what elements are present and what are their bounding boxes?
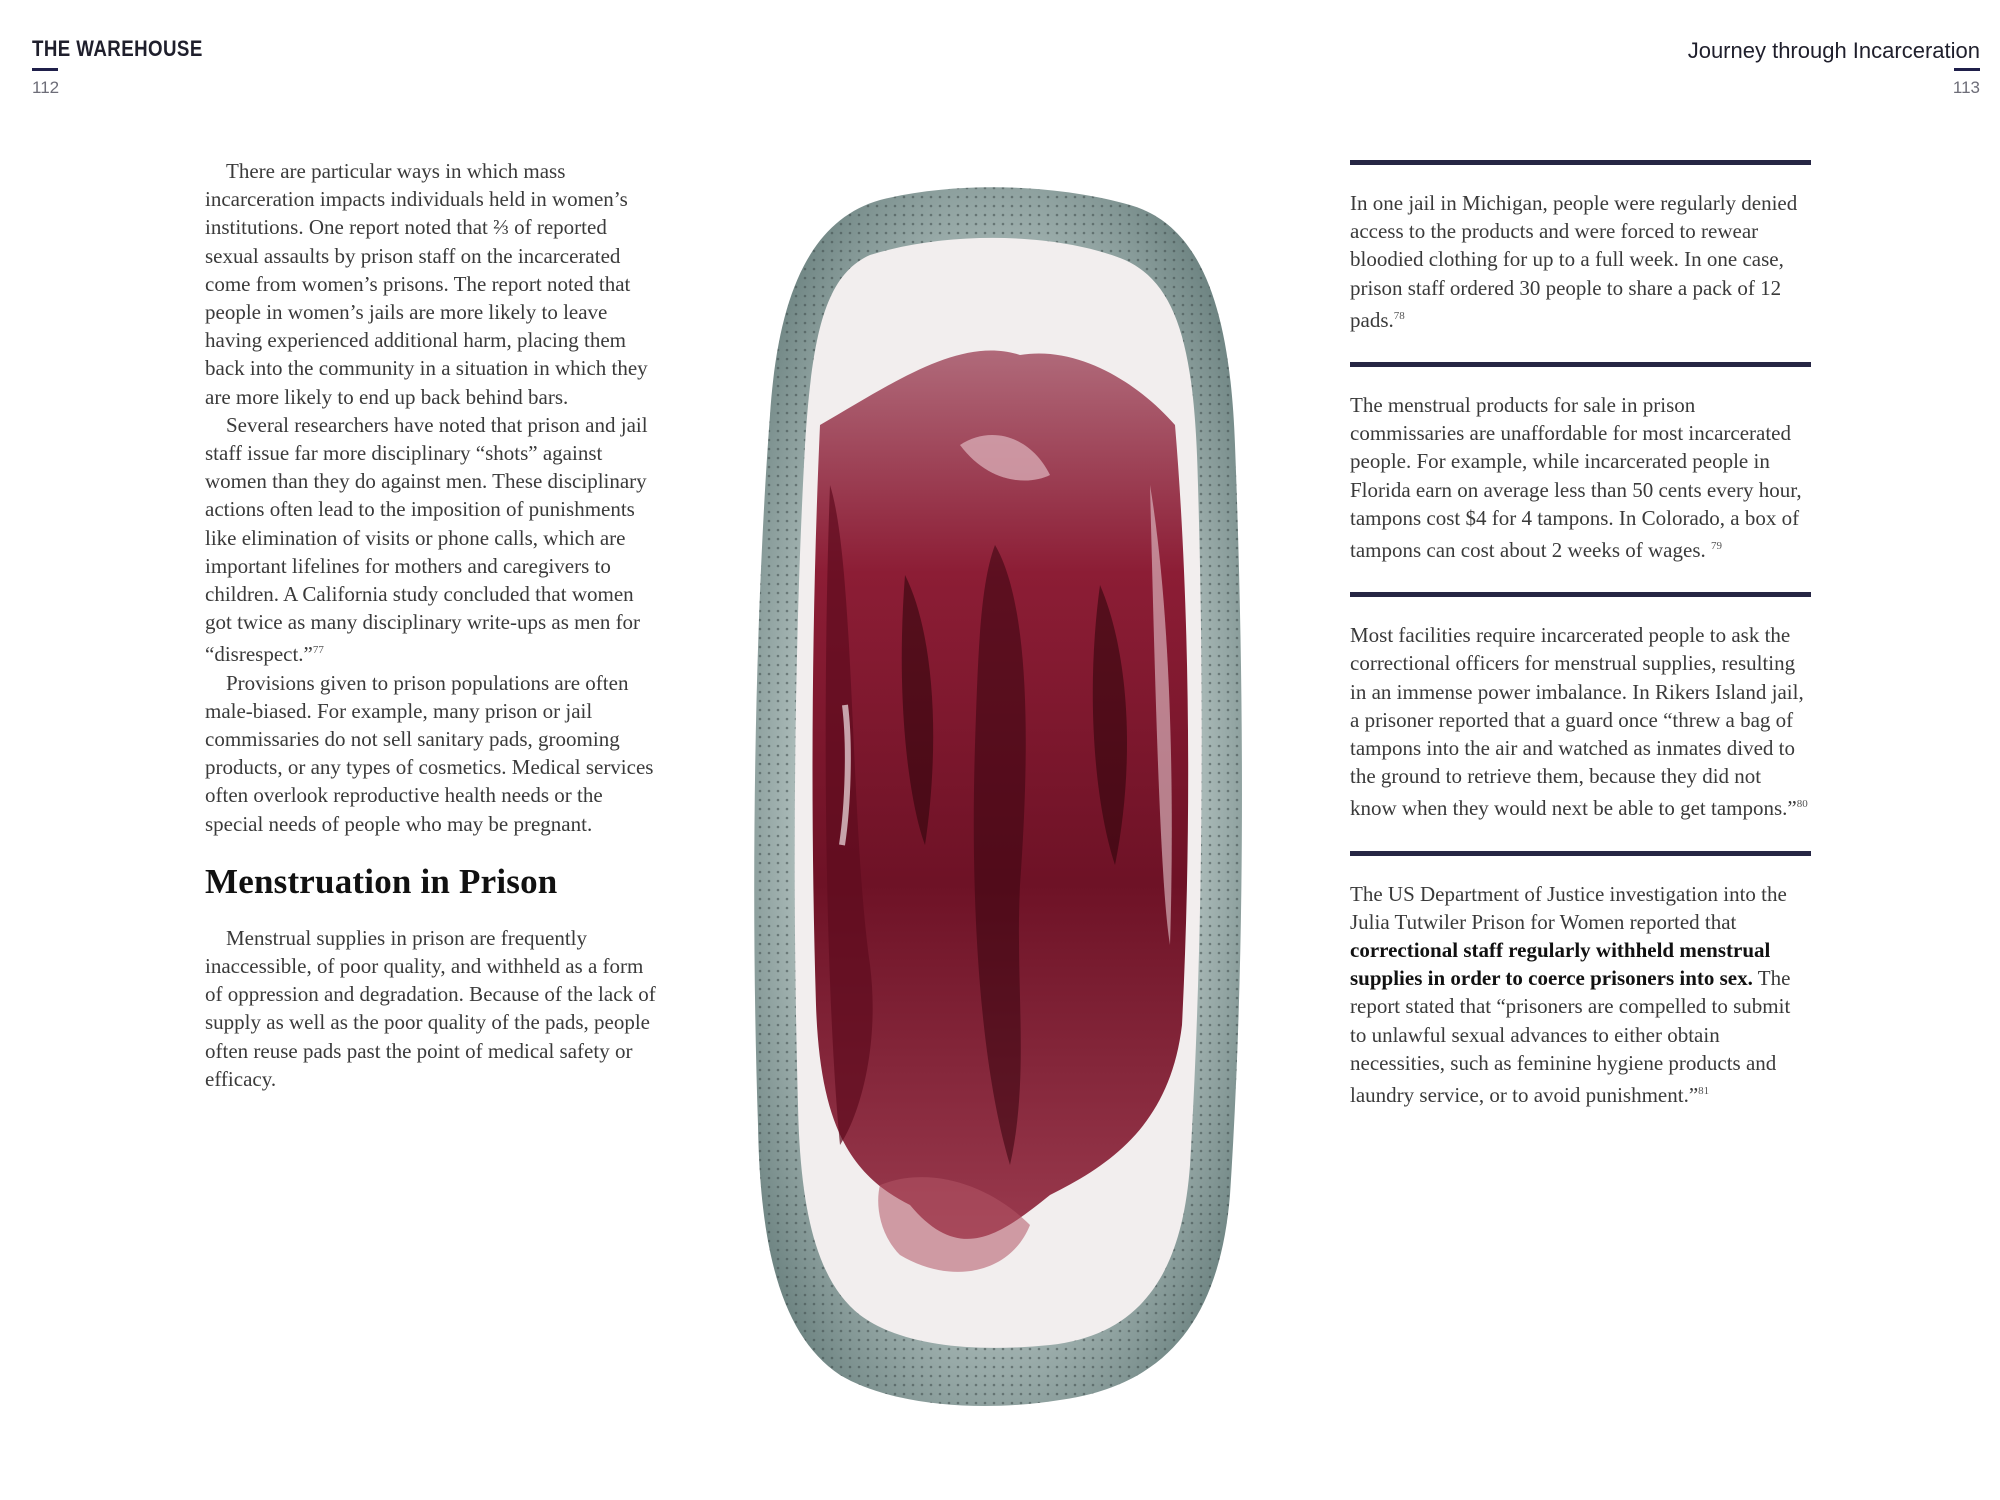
footnote-81: 81 xyxy=(1698,1085,1710,1098)
footnote-77: 77 xyxy=(312,644,324,657)
body-paragraph-4: Menstrual supplies in prison are frequently inaccessible, of poor quality, and withheld as a form of oppression and degradation. Because of the lack of supply as well as the poor quality of the pads, people often reuse pads past the point of medical safety or efficacy. xyxy=(205,925,656,1091)
footnote-78: 78 xyxy=(1393,309,1405,322)
header-rule-left xyxy=(32,68,58,71)
callout-2 xyxy=(1350,367,1810,592)
left-text-column xyxy=(205,157,665,1093)
section-heading: Menstruation in Prison xyxy=(205,861,558,901)
body-paragraph-3: Provisions given to prison populations are often male-biased. For example, many prison or jail commissaries do not sell sanitary pads, grooming products, or any types of cosmetics. Medical services often overlook reproductive health needs or the special needs of people who may be pregnant. xyxy=(205,670,654,836)
right-callout-column xyxy=(1350,160,1810,1137)
footnote-79: 79 xyxy=(1711,540,1722,553)
callout-1-text: In one jail in Michigan, people were regularly denied access to the products and were forced to rewear bloodied clothing for up to a full week. In one case, prison staff ordered 30 people to share a pack of 12 pads. xyxy=(1350,191,1798,332)
callout-4-intro: The US Department of Justice investigation into the Julia Tutwiler Prison for Women reported that xyxy=(1350,881,1787,934)
callout-4-emphasis: correctional staff regularly withheld menstrual supplies in order to coerce prisoners into sex. xyxy=(1350,938,1771,991)
running-header-left: THE WAREHOUSE xyxy=(32,36,203,61)
callout-4-rest: The report stated that “prisoners are compelled to submit to unlawful sexual advances to either obtain necessities, such as feminine hygiene products and laundry service, or to avoid punishment.” xyxy=(1350,966,1791,1108)
sanitary-pad-illustration xyxy=(730,185,1280,1425)
body-paragraph-2-text: Several researchers have noted that prison and jail staff issue far more disciplinary “shots” against women than they do against men. These disciplinary actions often lead to the imposition of punishments like elimination of visits or phone calls, which are important lifelines for mothers and caregivers to children. A California study concluded that women got twice as many disciplinary write-ups as men for “disrespect.” xyxy=(205,412,648,667)
callout-1 xyxy=(1350,165,1810,362)
body-paragraph-2 xyxy=(205,411,665,669)
callout-3 xyxy=(1350,597,1810,850)
footnote-80: 80 xyxy=(1796,798,1808,811)
page-number-right: 113 xyxy=(1952,78,1980,97)
callout-2-text: The menstrual products for sale in prison commissaries are unaffordable for most incarcerated people. For example, while incarcerated people in Florida earn on average less than 50 cents every hour, tampons cost $4 for 4 tampons. In Colorado, a box of tampons can cost about 2 weeks of wages. xyxy=(1350,393,1802,563)
header-rule-right xyxy=(1954,68,1980,71)
body-paragraph-1: There are particular ways in which mass incarceration impacts individuals held in women’s institutions. One report noted that ⅔ of reported sexual assaults by prison staff on the incarcerated come from women’s prisons. The report noted that people in women’s jails are more likely to leave having experienced additional harm, placing them back into the community in a situation in which they are more likely to end up back behind bars. xyxy=(205,159,648,409)
running-header-right: Journey through Incarceration xyxy=(1687,38,1980,63)
callout-3-text: Most facilities require incarcerated people to ask the correctional officers for menstrual supplies, resulting in an immense power imbalance. In Rikers Island jail, a prisoner reported that a guard once “threw a bag of tampons into the air and watched as inmates dived to the ground to retrieve them, because they did not know when they would next be able to get tampons.” xyxy=(1350,623,1804,821)
callout-4 xyxy=(1350,856,1810,1138)
page-number-left: 112 xyxy=(32,78,60,97)
